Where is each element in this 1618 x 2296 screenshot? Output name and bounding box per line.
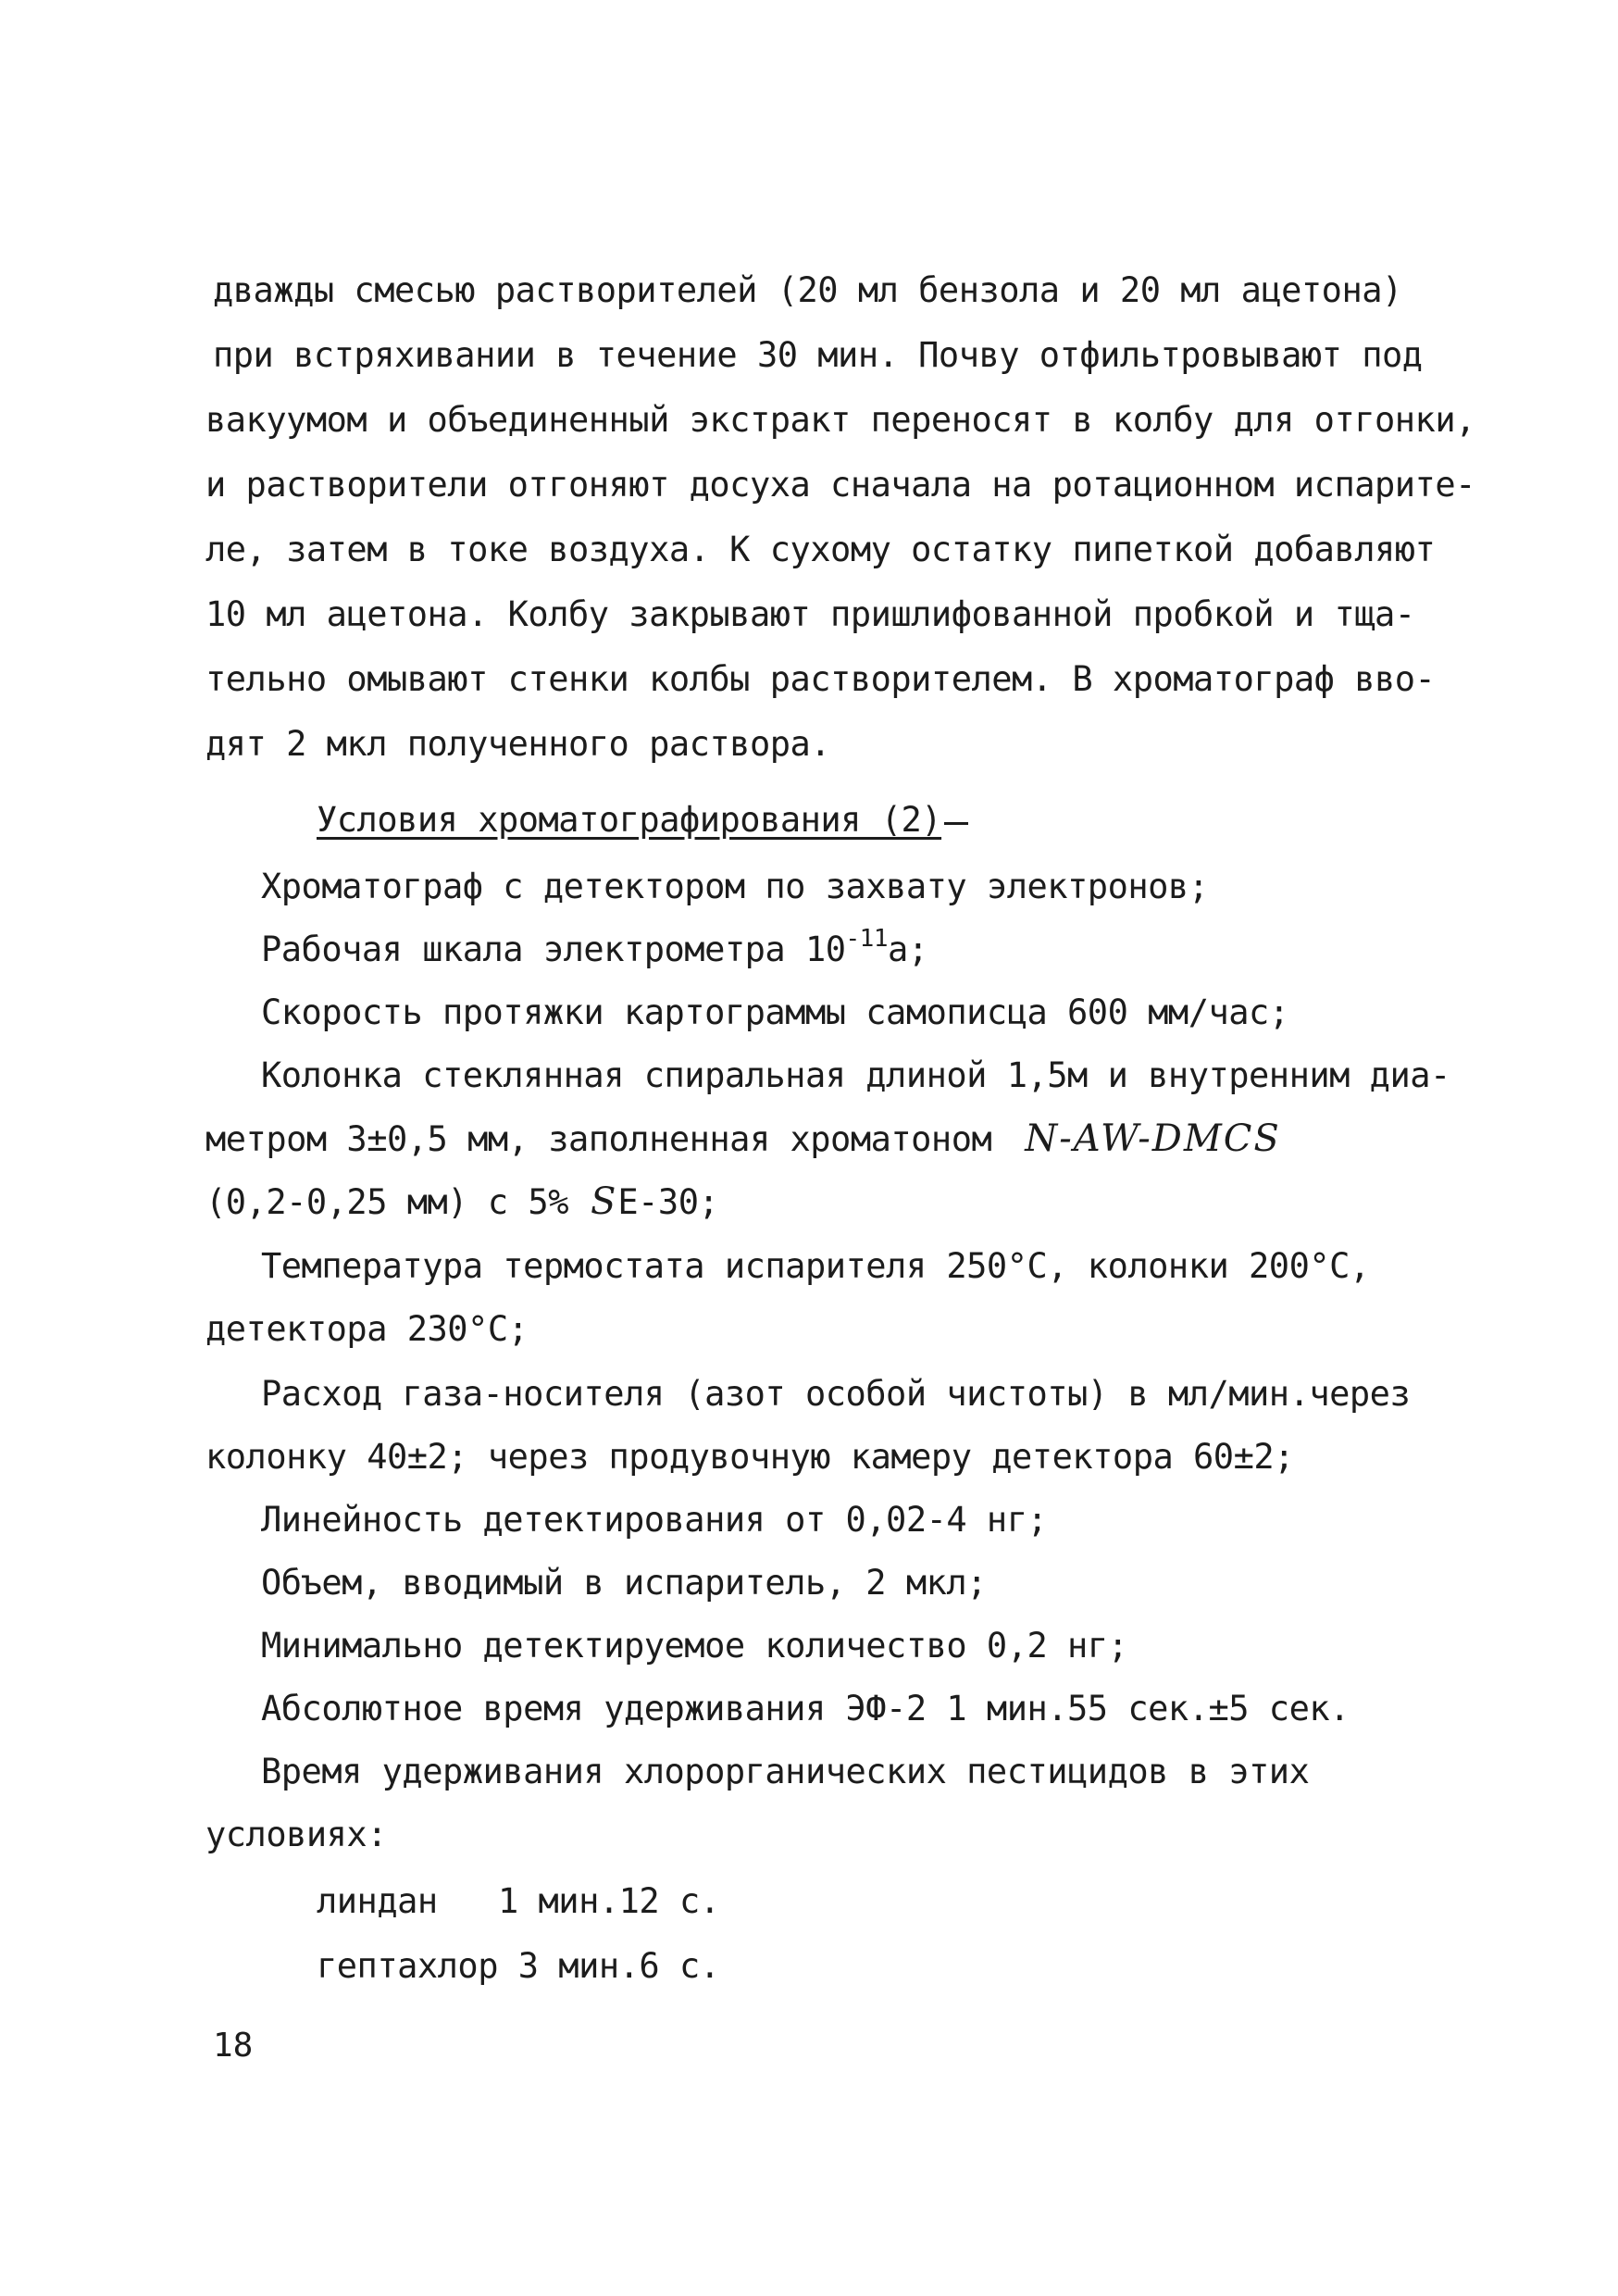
condition-injection-volume: Объем, вводимый в испаритель, 2 мкл; xyxy=(261,1563,987,1603)
condition-column: Колонка стеклянная спиральная длиной 1,5м и внутренним диа- xyxy=(261,1055,1450,1095)
condition-pesticide-retention-continued: условиях: xyxy=(205,1815,387,1854)
condition-retention-time: Абсолютное время удерживания ЭФ-2 1 мин.55 сек.±5 сек. xyxy=(261,1689,1350,1728)
paragraph-line-2: при встряхивании в течение 30 мин. Почву отфильтровывают под xyxy=(213,335,1423,375)
section-heading: Условия хроматографирования (2) xyxy=(317,800,942,840)
condition-detection-limit: Минимально детектируемое количество 0,2 нг; xyxy=(261,1626,1128,1666)
pesticide-heptachlor: гептахлор 3 мин.6 с. xyxy=(317,1946,720,1986)
condition-temperatures: Температура термостата испарителя 250°С, колонки 200°С, xyxy=(261,1246,1370,1286)
condition-packing-size: (0,2-0,25 мм) с 5% SE-30; xyxy=(205,1180,719,1223)
condition-pesticide-retention: Время удерживания хлорорганических пестицидов в этих xyxy=(261,1752,1310,1791)
pesticide-lindane: линдан 1 мин.12 с. xyxy=(317,1881,720,1921)
condition-carrier-gas: Расход газа-носителя (азот особой чистоты) в мл/мин.через xyxy=(261,1374,1411,1414)
condition-linearity: Линейность детектирования от 0,02-4 нг; xyxy=(261,1500,1048,1540)
paragraph-line-8: дят 2 мкл полученного раствора. xyxy=(205,724,831,764)
heading-dash xyxy=(944,822,968,825)
paragraph-line-7: тельно омывают стенки колбы растворителем. В хроматограф вво- xyxy=(205,659,1436,699)
condition-carrier-gas-flow: колонку 40±2; через продувочную камеру детектора 60±2; xyxy=(205,1437,1294,1477)
condition-detector-temperature: детектора 230°С; xyxy=(205,1309,529,1349)
condition-column-continued: метром 3±0,5 мм, заполненная хроматоном N-AW-DMCS xyxy=(205,1117,1281,1160)
handwritten-phase: S xyxy=(590,1180,618,1223)
handwritten-packing: N-AW-DMCS xyxy=(1025,1117,1281,1160)
paragraph-line-3: вакуумом и объединенный экстракт переносят в колбу для отгонки, xyxy=(205,400,1475,440)
condition-chart-speed: Скорость протяжки картограммы самописца 600 мм/час; xyxy=(261,992,1289,1032)
paragraph-line-4: и растворители отгоняют досуха сначала на ротационном испарите- xyxy=(205,465,1475,505)
paragraph-line-1: дважды смесью растворителей (20 мл бензола и 20 мл ацетона) xyxy=(213,270,1402,310)
condition-electrometer-scale: Рабочая шкала электрометра $10^{-11}а$; xyxy=(261,925,928,969)
paragraph-line-6: 10 мл ацетона. Колбу закрывают пришлифованной пробкой и тща- xyxy=(205,594,1415,634)
condition-detector: Хроматограф с детектором по захвату электронов; xyxy=(261,867,1209,906)
page-number: 18 xyxy=(213,2027,254,2065)
paragraph-line-5: ле, затем в токе воздуха. К сухому остатку пипеткой добавляют xyxy=(205,530,1436,569)
